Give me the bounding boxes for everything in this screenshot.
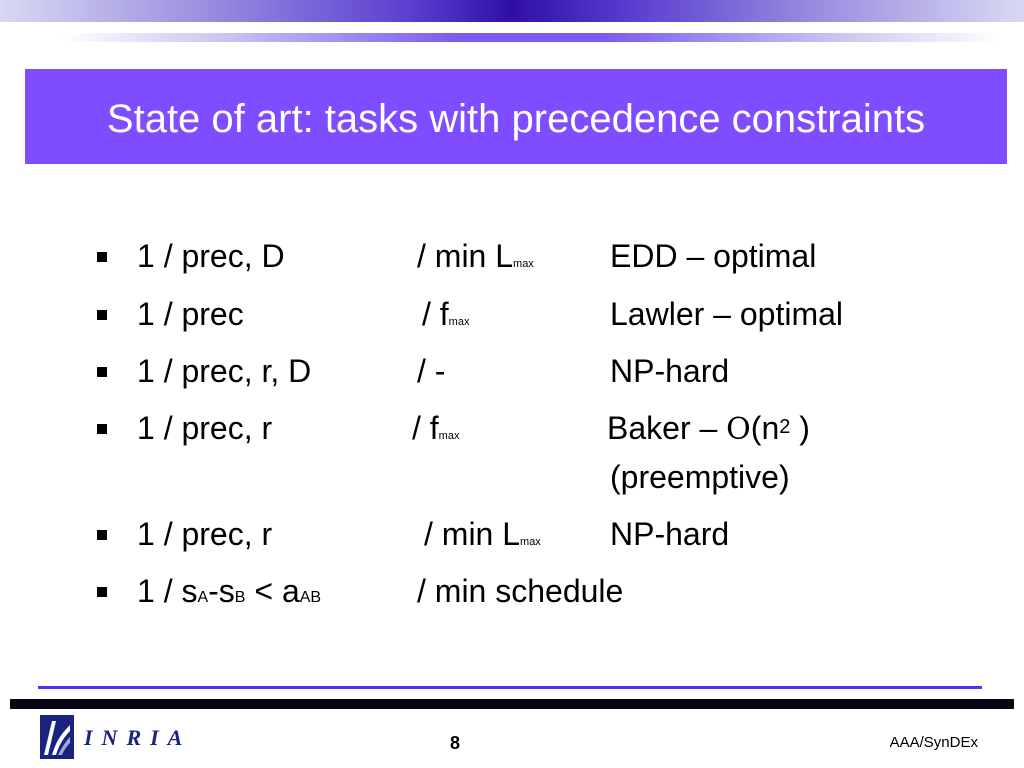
top-gradient-stripe (60, 33, 1000, 42)
inria-logo (40, 715, 210, 759)
bullet-icon (97, 587, 107, 597)
objective: / fmax (422, 296, 470, 332)
objective: / - (417, 353, 446, 389)
result: NP-hard (610, 516, 730, 552)
problem-notation: 1 / prec, r (137, 516, 273, 552)
bullet-icon (97, 310, 107, 320)
bullet-icon (97, 530, 107, 540)
footer-project-label: AAA/SynDEx (889, 734, 978, 751)
problem-notation: 1 / prec (137, 296, 244, 332)
top-gradient-bar (0, 0, 1024, 22)
objective: / fmax (412, 410, 460, 446)
bullet-icon (97, 367, 107, 377)
objective: / min Lmax (424, 516, 541, 552)
inria-logo-icon (40, 715, 74, 759)
problem-notation: 1 / prec, D (137, 238, 285, 274)
problem-notation: 1 / prec, r, D (137, 353, 312, 389)
objective: / min Lmax (417, 238, 534, 274)
objective: / min schedule (417, 573, 624, 609)
bullet-icon (97, 424, 107, 434)
page-number: 8 (449, 733, 460, 753)
big-o-symbol: O (726, 412, 751, 447)
result: NP-hard (610, 353, 730, 389)
result: Baker – $O(n^2$ ) (607, 410, 810, 447)
logo-wordmark: INRIA (84, 725, 192, 750)
bullet-icon (97, 252, 107, 262)
problem-notation: 1 / sA-sB < aAB (137, 573, 322, 609)
title-banner (25, 69, 1007, 164)
result: Lawler – optimal (610, 296, 843, 332)
result: EDD – optimal (610, 238, 817, 274)
slide-title: State of art: tasks with precedence constraints (106, 97, 926, 141)
result-note: (preemptive) (610, 459, 790, 495)
problem-notation: 1 / prec, r (137, 410, 273, 446)
footer-accent-line (38, 686, 982, 689)
footer-dark-bar (10, 699, 1014, 709)
